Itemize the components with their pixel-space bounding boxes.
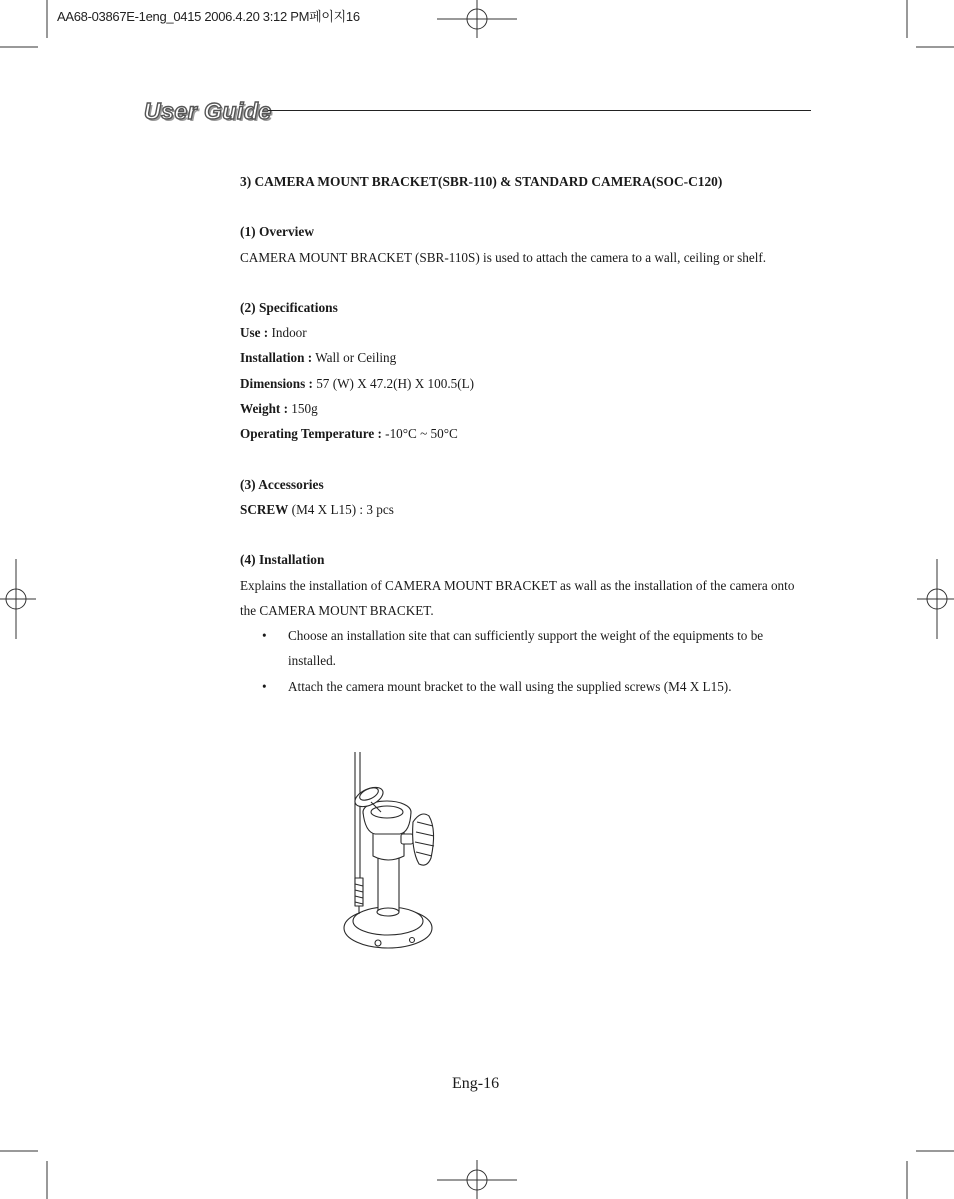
spec-dimensions (240, 371, 800, 396)
spec-label: Weight : (240, 401, 288, 417)
spec-value: Indoor (268, 325, 307, 341)
registration-mark-right (917, 559, 954, 639)
accessory-value: (M4 X L15) : 3 pcs (288, 501, 394, 517)
spec-label: Installation : (240, 350, 313, 366)
registration-mark-left (0, 559, 36, 639)
print-slug: AA68-03867E-1eng_0415 2006.4.20 3:12 PM페이지16 (57, 9, 360, 24)
spec-label: Use : (240, 325, 269, 341)
list-item (240, 674, 800, 699)
section-title: 3) CAMERA MOUNT BRACKET(SBR-110) & STANDARD CAMERA(SOC-C120) (240, 174, 723, 189)
accessory-label: SCREW (240, 501, 289, 517)
spec-value: Wall or Ceiling (312, 350, 397, 366)
accessory-screw (240, 497, 800, 522)
list-item (240, 623, 800, 674)
overview-text: CAMERA MOUNT BRACKET (SBR-110S) is used to attach the camera to a wall, ceiling or shelf. (240, 249, 767, 265)
page-number: Eng-16 (452, 1075, 500, 1092)
bullet-icon: • (262, 628, 267, 644)
spec-value: 57 (W) X 47.2(H) X 100.5(L) (312, 375, 475, 391)
camera-mount-bracket-illustration (335, 750, 445, 960)
spec-weight (240, 396, 800, 421)
title-rule (268, 110, 811, 111)
spec-operating-temperature (240, 421, 800, 446)
installation-intro: Explains the installation of CAMERA MOUNT BRACKET as wall as the installation of the camera onto the CAMERA MOUNT BRACKET. (240, 577, 795, 618)
installation-steps (240, 623, 800, 699)
guide-title: User Guide (144, 98, 272, 124)
content (240, 169, 800, 699)
spec-label: Operating Temperature : (240, 426, 382, 442)
accessories-heading: (3) Accessories (240, 476, 324, 492)
spec-label: Dimensions : (240, 375, 313, 391)
spec-use (240, 320, 800, 345)
step-text: Choose an installation site that can sufficiently support the weight of the equipments to be installed. (288, 628, 764, 669)
spec-value: -10°C ~ 50°C (381, 426, 458, 442)
step-text: Attach the camera mount bracket to the wall using the supplied screws (M4 X L15). (288, 678, 732, 694)
installation-heading: (4) Installation (240, 552, 325, 568)
registration-mark-top (437, 0, 517, 38)
overview-heading: (1) Overview (240, 224, 314, 240)
specifications-heading: (2) Specifications (240, 299, 338, 315)
bullet-icon: • (262, 678, 267, 694)
spec-value: 150g (287, 401, 318, 417)
registration-mark-bottom (437, 1160, 517, 1199)
spec-installation (240, 345, 800, 370)
